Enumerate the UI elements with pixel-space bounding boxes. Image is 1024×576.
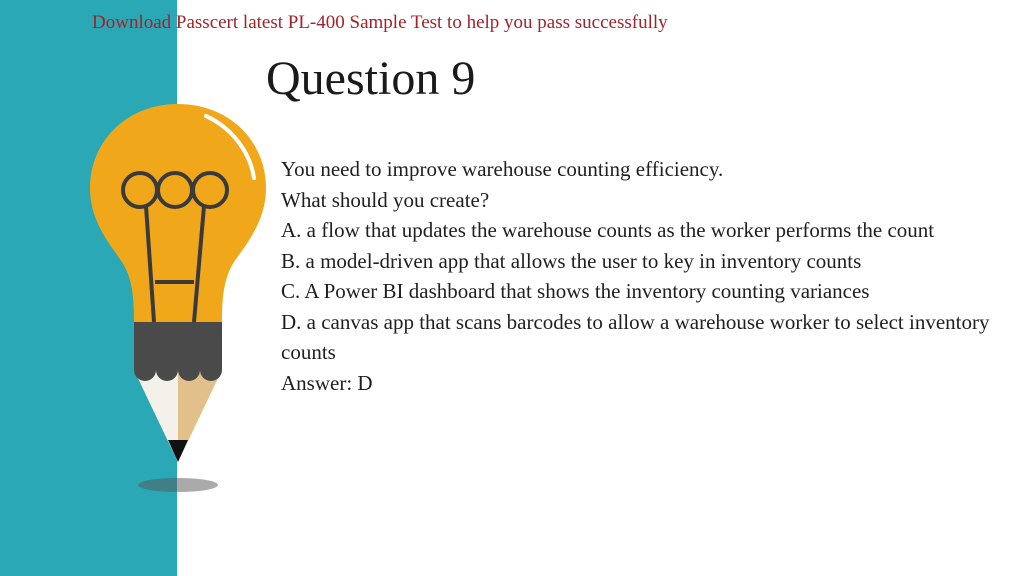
- question-body: [281, 154, 1011, 398]
- page-title: Question 9: [266, 52, 476, 105]
- lightbulb-pencil-icon: [82, 100, 272, 500]
- option-d: D. a canvas app that scans barcodes to allow a warehouse worker to select inventory counts: [281, 309, 990, 364]
- option-c: C. A Power BI dashboard that shows the inventory counting variances: [281, 279, 870, 303]
- option-b: B. a model-driven app that allows the user to key in inventory counts: [281, 248, 862, 273]
- answer-text: Answer: D: [281, 370, 373, 395]
- question-stem: You need to improve warehouse counting efficiency.: [281, 157, 724, 181]
- question-prompt: What should you create?: [281, 187, 490, 212]
- promo-banner: Download Passcert latest PL-400 Sample Test to help you pass successfully: [92, 12, 668, 33]
- option-a: A. a flow that updates the warehouse counts as the worker performs the count: [281, 218, 935, 242]
